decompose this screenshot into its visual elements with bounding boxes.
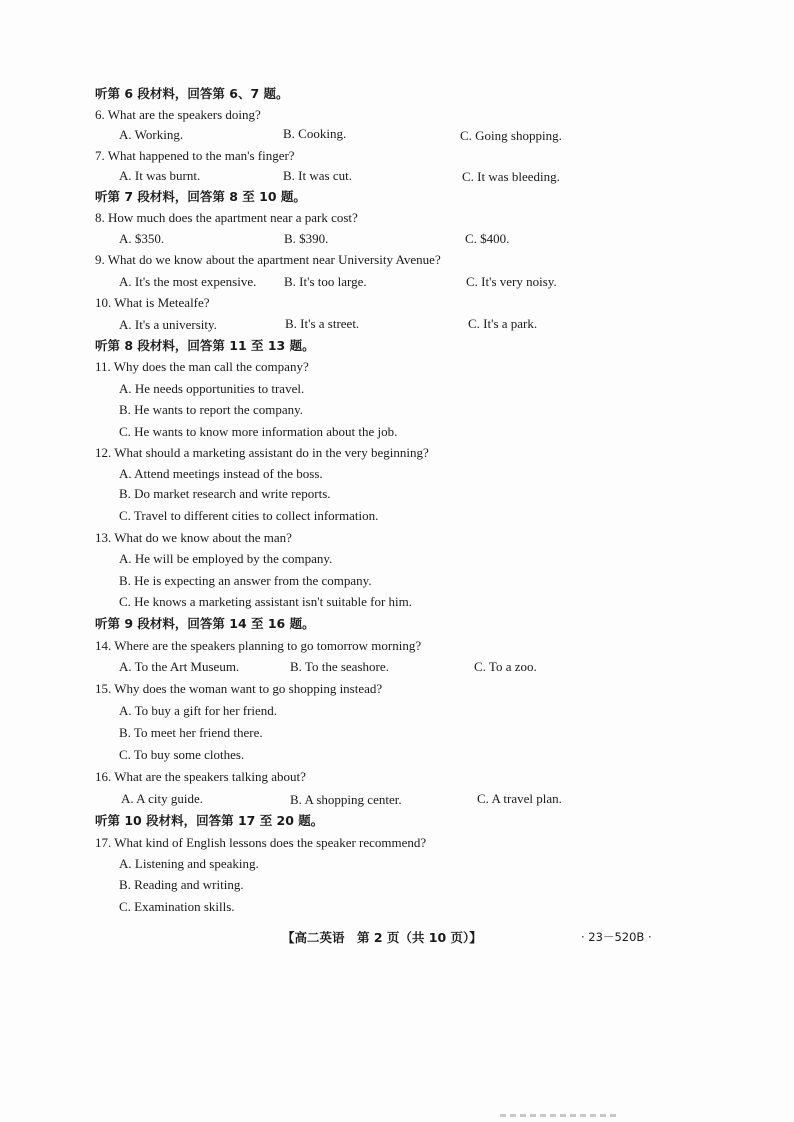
question-17-option-a: A. Listening and speaking. xyxy=(119,856,259,871)
question-6-option-c: C. Going shopping. xyxy=(460,128,562,143)
question-7-stem: 7. What happened to the man's finger? xyxy=(95,148,295,163)
question-8-option-c: C. $400. xyxy=(465,231,510,246)
question-9-stem: 9. What do we know about the apartment near University Avenue? xyxy=(95,252,441,267)
question-7-option-a: A. It was burnt. xyxy=(119,168,201,183)
page-footer-title: 【高二英语 第 2 页（共 10 页）】 xyxy=(282,930,482,945)
question-6-option-a: A. Working. xyxy=(119,127,184,142)
question-11-stem: 11. Why does the man call the company? xyxy=(95,359,309,374)
question-15-option-a: A. To buy a gift for her friend. xyxy=(119,703,278,718)
question-14-option-c: C. To a zoo. xyxy=(474,659,537,674)
question-13-option-b: B. He is expecting an answer from the company. xyxy=(119,573,372,588)
question-14-stem: 14. Where are the speakers planning to go tomorrow morning? xyxy=(95,638,422,653)
question-16-option-c: C. A travel plan. xyxy=(477,791,562,806)
question-9-option-a: A. It's the most expensive. xyxy=(119,274,257,289)
question-7-option-c: C. It was bleeding. xyxy=(462,169,560,184)
question-10-option-c: C. It's a park. xyxy=(468,316,538,331)
section-heading-10: 听第 10 段材料，回答第 17 至 20 题。 xyxy=(95,813,324,828)
question-12-stem: 12. What should a marketing assistant do in the very beginning? xyxy=(95,445,429,460)
question-17-option-c: C. Examination skills. xyxy=(119,899,235,914)
question-7-option-b: B. It was cut. xyxy=(283,168,352,183)
question-12-option-b: B. Do market research and write reports. xyxy=(119,486,331,501)
question-16-stem: 16. What are the speakers talking about? xyxy=(95,769,306,784)
question-8-option-a: A. $350. xyxy=(119,231,165,246)
question-16-option-a: A. A city guide. xyxy=(121,791,203,806)
question-15-option-c: C. To buy some clothes. xyxy=(119,747,245,762)
question-10-option-a: A. It's a university. xyxy=(119,317,217,332)
question-11-option-b: B. He wants to report the company. xyxy=(119,402,303,417)
question-17-option-b: B. Reading and writing. xyxy=(119,877,244,892)
section-heading-6: 听第 6 段材料，回答第 6、7 题。 xyxy=(95,86,289,101)
question-12-option-a: A. Attend meetings instead of the boss. xyxy=(119,466,323,481)
question-6-option-b: B. Cooking. xyxy=(283,126,347,141)
question-9-option-c: C. It's very noisy. xyxy=(466,274,557,289)
question-6-stem: 6. What are the speakers doing? xyxy=(95,107,261,122)
page-footer-code: · 23－520B · xyxy=(581,930,652,944)
question-8-stem: 8. How much does the apartment near a park cost? xyxy=(95,210,358,225)
question-15-option-b: B. To meet her friend there. xyxy=(119,725,263,740)
question-11-option-c: C. He wants to know more information about the job. xyxy=(119,424,398,439)
section-heading-7: 听第 7 段材料，回答第 8 至 10 题。 xyxy=(95,189,306,204)
question-15-stem: 15. Why does the woman want to go shopping instead? xyxy=(95,681,383,696)
question-16-option-b: B. A shopping center. xyxy=(290,792,402,807)
question-8-option-b: B. $390. xyxy=(284,231,329,246)
question-10-option-b: B. It's a street. xyxy=(285,316,360,331)
question-14-option-a: A. To the Art Museum. xyxy=(119,659,240,674)
question-12-option-c: C. Travel to different cities to collect information. xyxy=(119,508,379,523)
scan-artifact xyxy=(500,1114,620,1117)
question-17-stem: 17. What kind of English lessons does the speaker recommend? xyxy=(95,835,427,850)
question-14-option-b: B. To the seashore. xyxy=(290,659,389,674)
question-9-option-b: B. It's too large. xyxy=(284,274,367,289)
question-13-option-c: C. He knows a marketing assistant isn't suitable for him. xyxy=(119,594,412,609)
section-heading-8: 听第 8 段材料，回答第 11 至 13 题。 xyxy=(95,338,315,353)
question-10-stem: 10. What is Metealfe? xyxy=(95,295,210,310)
section-heading-9: 听第 9 段材料，回答第 14 至 16 题。 xyxy=(95,616,315,631)
question-13-stem: 13. What do we know about the man? xyxy=(95,530,292,545)
question-11-option-a: A. He needs opportunities to travel. xyxy=(119,381,305,396)
question-13-option-a: A. He will be employed by the company. xyxy=(119,551,333,566)
